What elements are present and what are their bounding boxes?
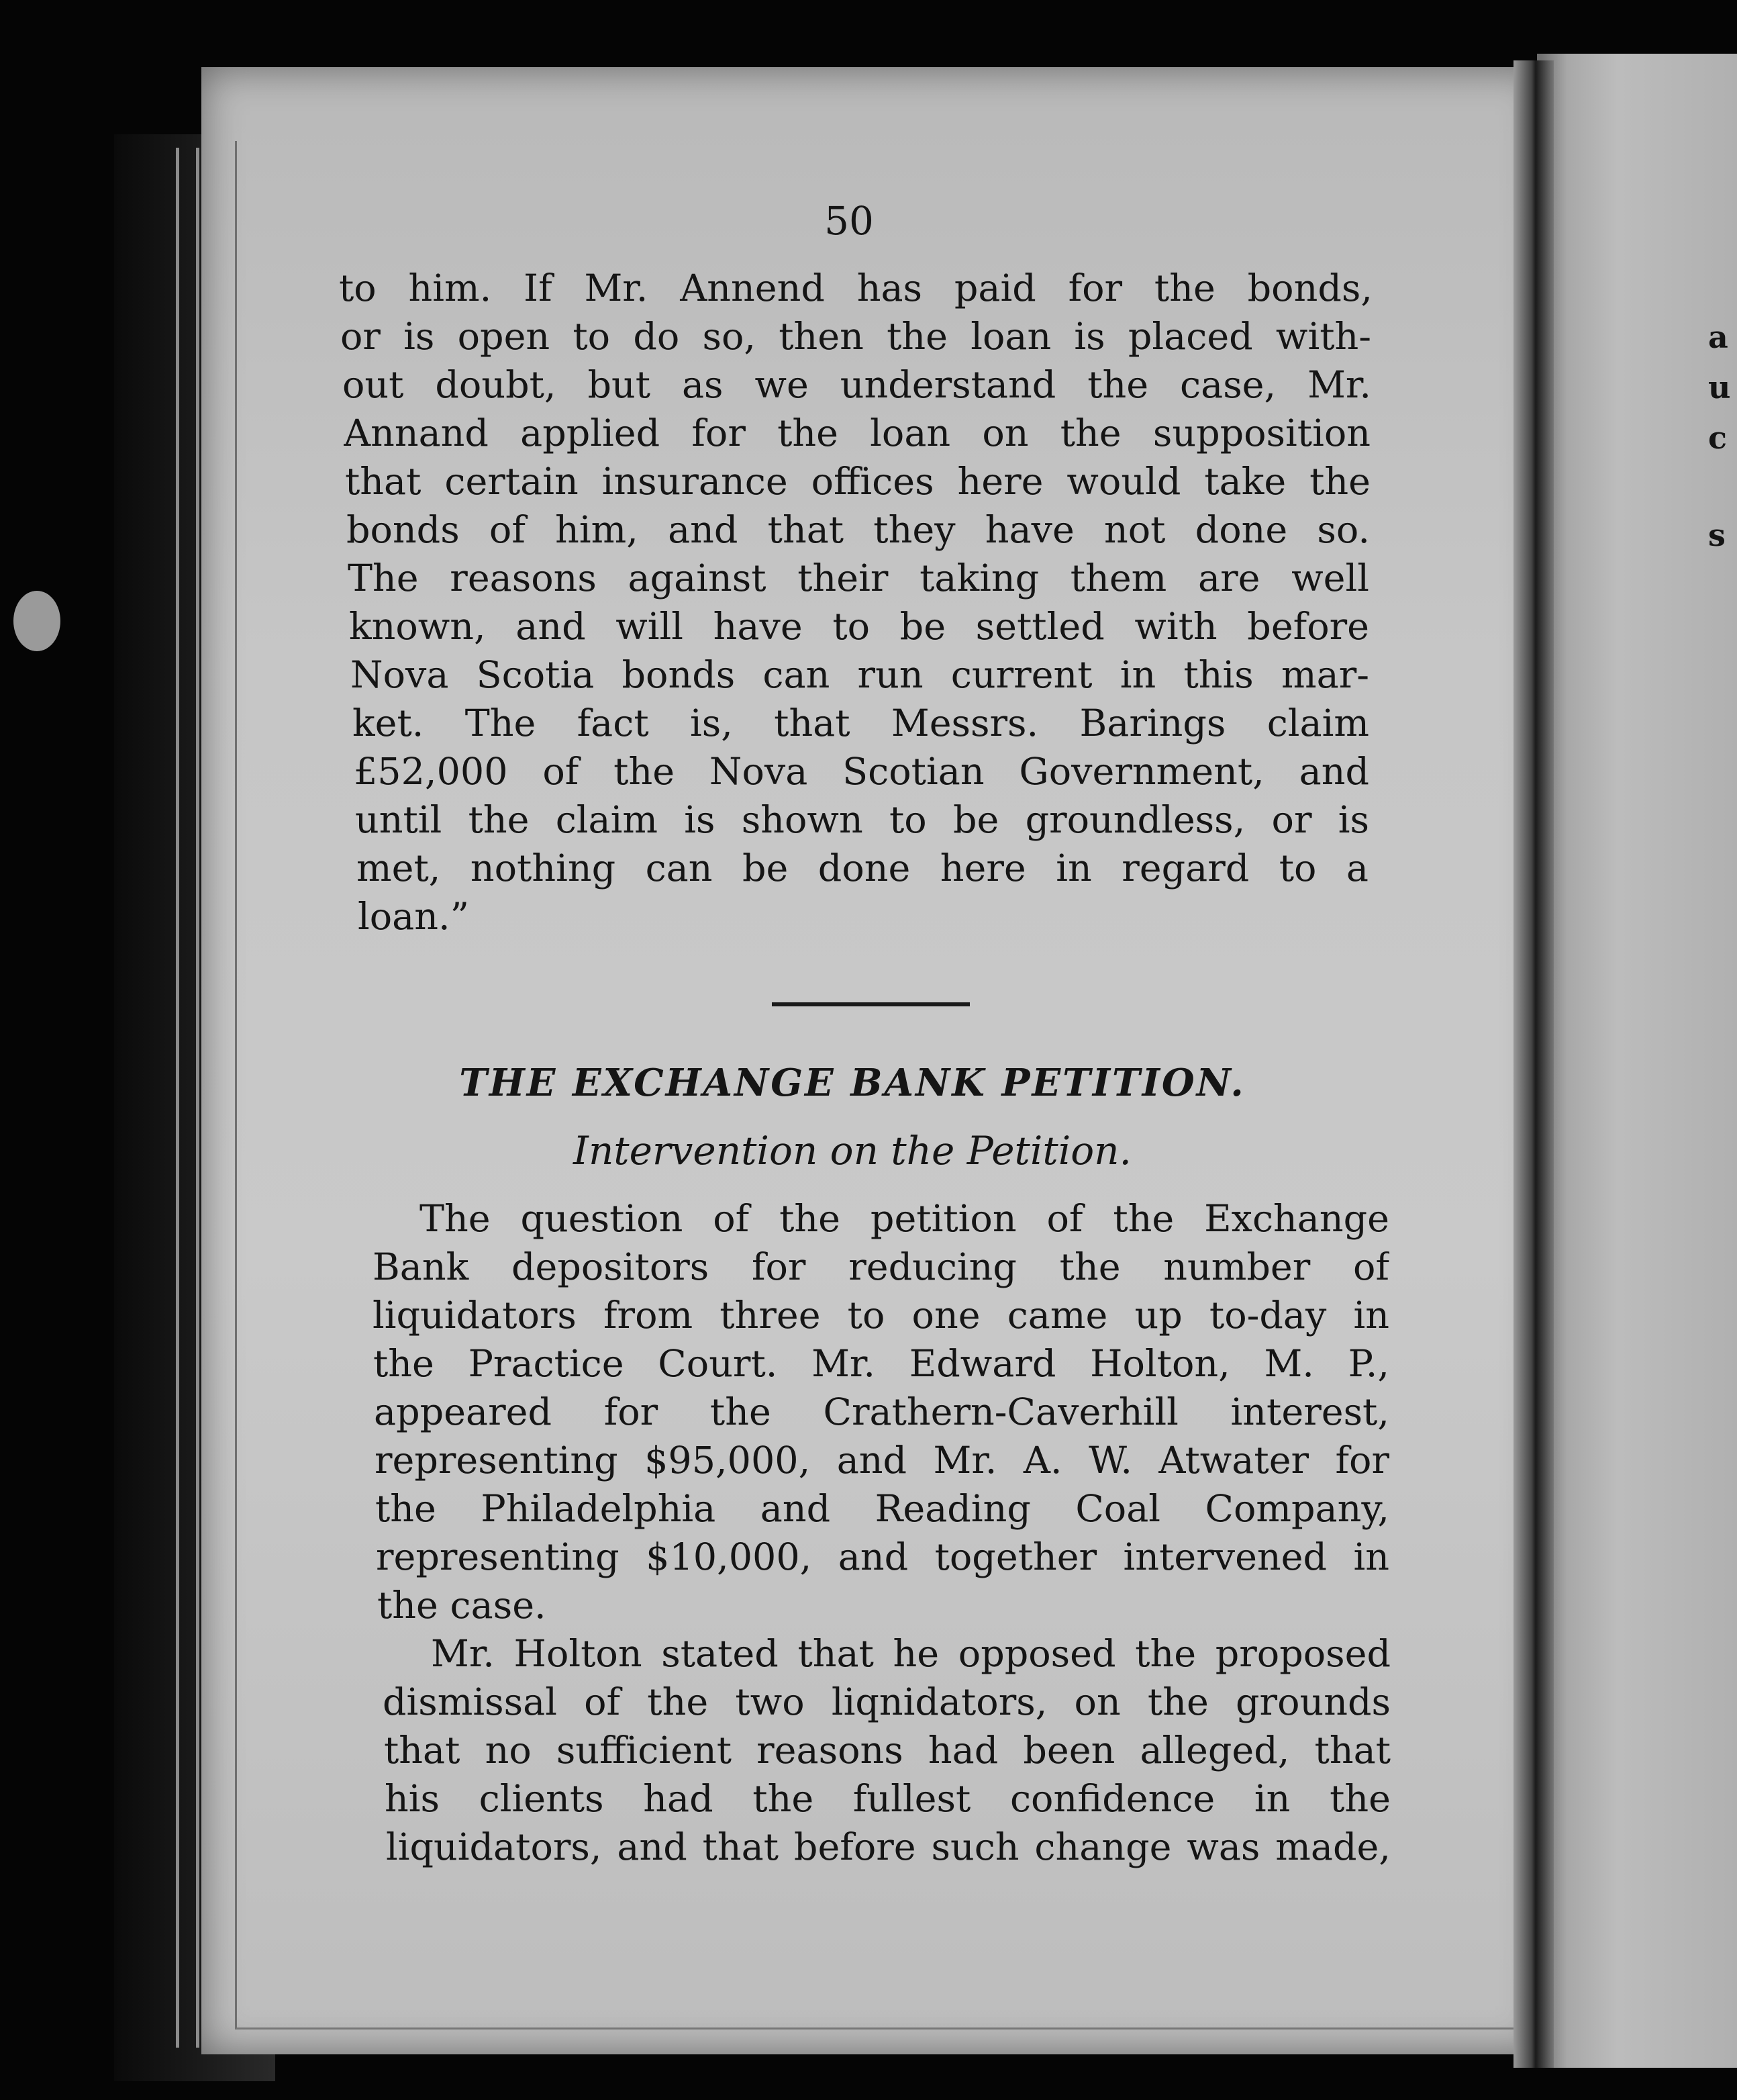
text-line: the Practice Court. Mr. Edward Holton, M. P.,	[373, 1342, 1389, 1386]
section-divider	[772, 1002, 970, 1006]
text-line: ket. The fact is, that Messrs. Barings claim	[352, 702, 1369, 745]
edge-letter: s	[1708, 517, 1726, 553]
edge-letter: c	[1708, 420, 1728, 456]
text-line: out doubt, but as we understand the case, Mr.	[342, 363, 1371, 407]
text-line: representing $95,000, and Mr. A. W. Atwater for	[375, 1439, 1389, 1482]
edge-letter: a	[1708, 319, 1728, 355]
text-line: that certain insurance offices here would take the	[345, 460, 1371, 504]
text-line: Bank depositors for reducing the number of	[373, 1245, 1389, 1289]
text-line: his clients had the fullest confidence in the	[385, 1777, 1391, 1821]
text-line: or is open to do so, then the loan is placed with-	[340, 315, 1371, 359]
section-subheading: Intervention on the Petition.	[573, 1128, 1132, 1174]
cover-rule-line	[176, 148, 179, 2048]
text-line: met, nothing can be done here in regard to a	[356, 847, 1369, 890]
text-line: known, and will have to be settled with before	[349, 605, 1369, 649]
text-line: representing $10,000, and together intervened in	[376, 1535, 1389, 1579]
text-line: The question of the petition of the Exchange	[419, 1197, 1389, 1241]
text-line: appeared for the Crathern-Caverhill interest,	[374, 1390, 1389, 1434]
text-line: liquidators, and that before such change was made,	[386, 1825, 1391, 1869]
page-gutter	[1513, 60, 1554, 2068]
text-line: liquidators from three to one came up to-day in	[373, 1294, 1389, 1337]
edge-letter: u	[1708, 369, 1731, 405]
text-line: £52,000 of the Nova Scotian Government, and	[354, 750, 1369, 794]
text-line: The reasons against their taking them are well	[348, 557, 1369, 600]
text-line: loan.”	[358, 895, 470, 939]
text-line: to him. If Mr. Annend has paid for the bonds,	[339, 267, 1373, 310]
text-line: the Philadelphia and Reading Coal Company,	[375, 1487, 1389, 1531]
text-line: Annand applied for the loan on the supposition	[344, 412, 1371, 455]
text-line: Mr. Holton stated that he opposed the proposed	[431, 1632, 1391, 1676]
text-line: Nova Scotia bonds can run current in this mar-	[350, 653, 1369, 697]
section-heading: THE EXCHANGE BANK PETITION.	[459, 1061, 1246, 1105]
paper-blot	[13, 591, 60, 651]
text-line: that no sufficient reasons had been alleged, that	[384, 1729, 1391, 1772]
next-page-edge	[1537, 54, 1737, 2068]
cover-rule-line	[196, 148, 199, 2048]
text-line: bonds of him, and that they have not done so.	[346, 508, 1370, 552]
page-number: 50	[824, 198, 874, 244]
text-line: until the claim is shown to be groundless, or is	[355, 798, 1369, 842]
text-line: dismissal of the two liqnidators, on the grounds	[383, 1680, 1391, 1724]
text-line: the case.	[377, 1584, 546, 1627]
